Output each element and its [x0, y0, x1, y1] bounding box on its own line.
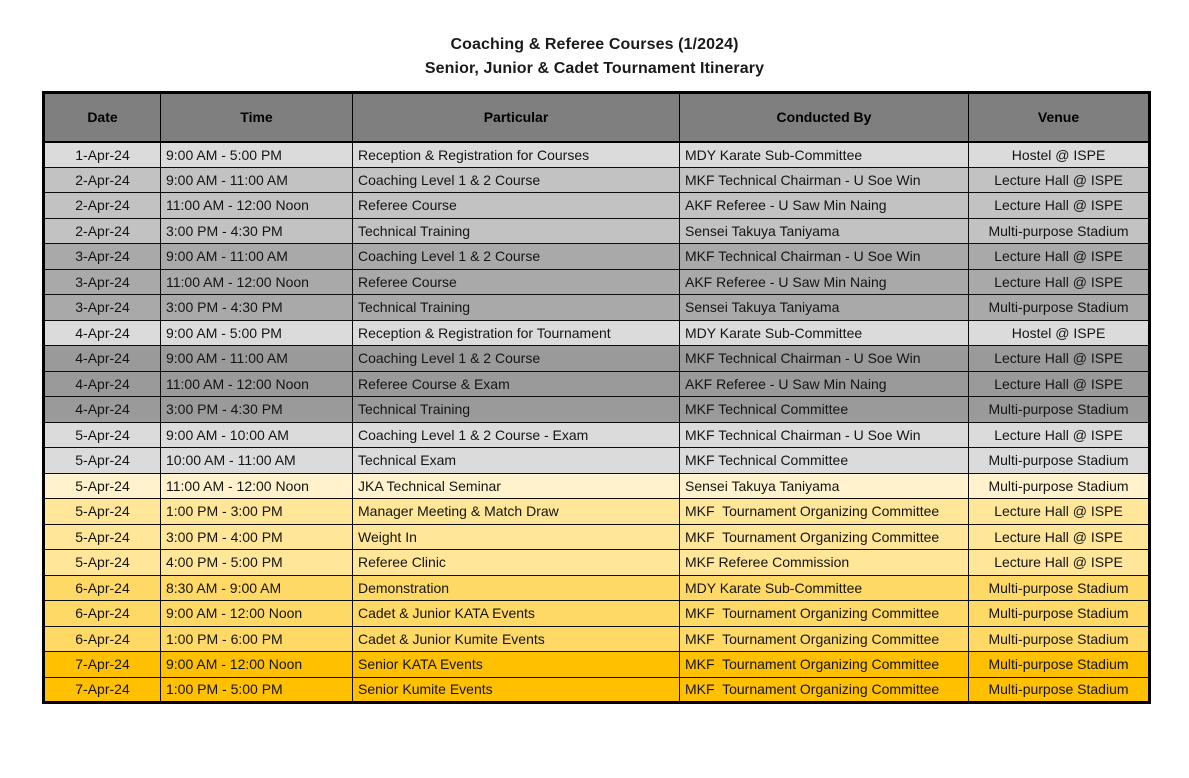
- cell-particular: Coaching Level 1 & 2 Course - Exam: [353, 422, 680, 448]
- cell-time: 8:30 AM - 9:00 AM: [161, 575, 353, 601]
- cell-conducted-by: MDY Karate Sub-Committee: [680, 320, 969, 346]
- cell-particular: Cadet & Junior Kumite Events: [353, 626, 680, 652]
- cell-date: 1-Apr-24: [44, 142, 161, 168]
- cell-time: 9:00 AM - 11:00 AM: [161, 244, 353, 270]
- cell-conducted-by: MKF Technical Committee: [680, 448, 969, 474]
- column-header-time: Time: [161, 93, 353, 142]
- cell-venue: Lecture Hall @ ISPE: [969, 499, 1150, 525]
- cell-conducted-by: Sensei Takuya Taniyama: [680, 473, 969, 499]
- cell-conducted-by: MDY Karate Sub-Committee: [680, 575, 969, 601]
- table-row: [44, 320, 1150, 346]
- cell-conducted-by: MKF Tournament Organizing Committee: [680, 499, 969, 525]
- cell-time: 4:00 PM - 5:00 PM: [161, 550, 353, 576]
- cell-time: 1:00 PM - 3:00 PM: [161, 499, 353, 525]
- document-header: [0, 0, 1189, 81]
- cell-date: 4-Apr-24: [44, 346, 161, 372]
- table-row: [44, 499, 1150, 525]
- cell-date: 6-Apr-24: [44, 601, 161, 627]
- cell-time: 11:00 AM - 12:00 Noon: [161, 473, 353, 499]
- cell-conducted-by: MKF Tournament Organizing Committee: [680, 524, 969, 550]
- cell-venue: Lecture Hall @ ISPE: [969, 550, 1150, 576]
- cell-conducted-by: Sensei Takuya Taniyama: [680, 218, 969, 244]
- table-row: [44, 575, 1150, 601]
- table-row: [44, 601, 1150, 627]
- cell-time: 11:00 AM - 12:00 Noon: [161, 269, 353, 295]
- table-row: [44, 244, 1150, 270]
- table-row: [44, 295, 1150, 321]
- cell-venue: Multi-purpose Stadium: [969, 448, 1150, 474]
- header-row: [44, 93, 1150, 142]
- cell-time: 10:00 AM - 11:00 AM: [161, 448, 353, 474]
- cell-time: 9:00 AM - 10:00 AM: [161, 422, 353, 448]
- cell-venue: Lecture Hall @ ISPE: [969, 167, 1150, 193]
- cell-particular: JKA Technical Seminar: [353, 473, 680, 499]
- cell-particular: Coaching Level 1 & 2 Course: [353, 244, 680, 270]
- cell-conducted-by: MKF Tournament Organizing Committee: [680, 677, 969, 703]
- column-header-particular: Particular: [353, 93, 680, 142]
- cell-venue: Multi-purpose Stadium: [969, 218, 1150, 244]
- cell-venue: Multi-purpose Stadium: [969, 575, 1150, 601]
- cell-particular: Referee Course & Exam: [353, 371, 680, 397]
- cell-date: 5-Apr-24: [44, 524, 161, 550]
- cell-particular: Cadet & Junior KATA Events: [353, 601, 680, 627]
- table-row: [44, 524, 1150, 550]
- page-title: Coaching & Referee Courses (1/2024): [450, 36, 739, 53]
- cell-conducted-by: MKF Technical Chairman - U Soe Win: [680, 167, 969, 193]
- cell-date: 6-Apr-24: [44, 626, 161, 652]
- cell-time: 3:00 PM - 4:30 PM: [161, 397, 353, 423]
- cell-conducted-by: MKF Tournament Organizing Committee: [680, 652, 969, 678]
- cell-date: 3-Apr-24: [44, 269, 161, 295]
- cell-venue: Hostel @ ISPE: [969, 320, 1150, 346]
- cell-particular: Manager Meeting & Match Draw: [353, 499, 680, 525]
- cell-date: 5-Apr-24: [44, 550, 161, 576]
- cell-date: 5-Apr-24: [44, 422, 161, 448]
- cell-conducted-by: Sensei Takuya Taniyama: [680, 295, 969, 321]
- table-row: [44, 473, 1150, 499]
- cell-conducted-by: MKF Tournament Organizing Committee: [680, 626, 969, 652]
- cell-particular: Technical Training: [353, 218, 680, 244]
- cell-conducted-by: AKF Referee - U Saw Min Naing: [680, 269, 969, 295]
- cell-date: 4-Apr-24: [44, 397, 161, 423]
- cell-particular: Referee Course: [353, 193, 680, 219]
- table-row: [44, 677, 1150, 703]
- cell-particular: Technical Training: [353, 397, 680, 423]
- cell-conducted-by: MDY Karate Sub-Committee: [680, 142, 969, 168]
- table-row: [44, 448, 1150, 474]
- cell-time: 9:00 AM - 12:00 Noon: [161, 601, 353, 627]
- cell-venue: Multi-purpose Stadium: [969, 626, 1150, 652]
- cell-particular: Weight In: [353, 524, 680, 550]
- cell-venue: Multi-purpose Stadium: [969, 473, 1150, 499]
- cell-conducted-by: MKF Referee Commission: [680, 550, 969, 576]
- table-body: [44, 142, 1150, 703]
- cell-particular: Referee Course: [353, 269, 680, 295]
- table-row: [44, 193, 1150, 219]
- column-header-venue: Venue: [969, 93, 1150, 142]
- cell-time: 9:00 AM - 11:00 AM: [161, 346, 353, 372]
- table-row: [44, 397, 1150, 423]
- cell-particular: Technical Exam: [353, 448, 680, 474]
- cell-conducted-by: MKF Technical Committee: [680, 397, 969, 423]
- cell-particular: Technical Training: [353, 295, 680, 321]
- cell-date: 5-Apr-24: [44, 499, 161, 525]
- cell-venue: Lecture Hall @ ISPE: [969, 244, 1150, 270]
- cell-date: 4-Apr-24: [44, 371, 161, 397]
- cell-venue: Multi-purpose Stadium: [969, 601, 1150, 627]
- cell-particular: Coaching Level 1 & 2 Course: [353, 167, 680, 193]
- cell-time: 11:00 AM - 12:00 Noon: [161, 193, 353, 219]
- cell-time: 11:00 AM - 12:00 Noon: [161, 371, 353, 397]
- cell-date: 7-Apr-24: [44, 652, 161, 678]
- cell-conducted-by: AKF Referee - U Saw Min Naing: [680, 193, 969, 219]
- table-row: [44, 167, 1150, 193]
- cell-date: 3-Apr-24: [44, 244, 161, 270]
- cell-date: 2-Apr-24: [44, 167, 161, 193]
- cell-date: 6-Apr-24: [44, 575, 161, 601]
- cell-conducted-by: MKF Tournament Organizing Committee: [680, 601, 969, 627]
- cell-particular: Demonstration: [353, 575, 680, 601]
- cell-date: 3-Apr-24: [44, 295, 161, 321]
- cell-time: 1:00 PM - 5:00 PM: [161, 677, 353, 703]
- table-row: [44, 142, 1150, 168]
- cell-conducted-by: MKF Technical Chairman - U Soe Win: [680, 422, 969, 448]
- cell-date: 2-Apr-24: [44, 218, 161, 244]
- cell-venue: Multi-purpose Stadium: [969, 677, 1150, 703]
- cell-time: 9:00 AM - 5:00 PM: [161, 142, 353, 168]
- table-row: [44, 218, 1150, 244]
- cell-venue: Lecture Hall @ ISPE: [969, 371, 1150, 397]
- cell-particular: Senior KATA Events: [353, 652, 680, 678]
- cell-particular: Referee Clinic: [353, 550, 680, 576]
- table-row: [44, 371, 1150, 397]
- cell-time: 9:00 AM - 5:00 PM: [161, 320, 353, 346]
- cell-time: 9:00 AM - 11:00 AM: [161, 167, 353, 193]
- table-row: [44, 652, 1150, 678]
- cell-time: 1:00 PM - 6:00 PM: [161, 626, 353, 652]
- cell-conducted-by: MKF Technical Chairman - U Soe Win: [680, 346, 969, 372]
- table-row: [44, 269, 1150, 295]
- cell-time: 3:00 PM - 4:00 PM: [161, 524, 353, 550]
- table-row: [44, 626, 1150, 652]
- cell-time: 3:00 PM - 4:30 PM: [161, 295, 353, 321]
- itinerary-table: [42, 91, 1151, 704]
- cell-venue: Multi-purpose Stadium: [969, 652, 1150, 678]
- cell-date: 5-Apr-24: [44, 473, 161, 499]
- cell-venue: Multi-purpose Stadium: [969, 295, 1150, 321]
- cell-venue: Lecture Hall @ ISPE: [969, 524, 1150, 550]
- cell-date: 7-Apr-24: [44, 677, 161, 703]
- cell-venue: Lecture Hall @ ISPE: [969, 269, 1150, 295]
- cell-date: 2-Apr-24: [44, 193, 161, 219]
- cell-conducted-by: AKF Referee - U Saw Min Naing: [680, 371, 969, 397]
- cell-time: 3:00 PM - 4:30 PM: [161, 218, 353, 244]
- cell-time: 9:00 AM - 12:00 Noon: [161, 652, 353, 678]
- cell-particular: Coaching Level 1 & 2 Course: [353, 346, 680, 372]
- cell-venue: Lecture Hall @ ISPE: [969, 346, 1150, 372]
- cell-date: 5-Apr-24: [44, 448, 161, 474]
- cell-particular: Reception & Registration for Courses: [353, 142, 680, 168]
- column-header-date: Date: [44, 93, 161, 142]
- cell-conducted-by: MKF Technical Chairman - U Soe Win: [680, 244, 969, 270]
- column-header-conducted-by: Conducted By: [680, 93, 969, 142]
- table-row: [44, 422, 1150, 448]
- table-row: [44, 550, 1150, 576]
- cell-venue: Lecture Hall @ ISPE: [969, 422, 1150, 448]
- table-row: [44, 346, 1150, 372]
- page-subtitle: Senior, Junior & Cadet Tournament Itinerary: [424, 60, 765, 77]
- cell-venue: Lecture Hall @ ISPE: [969, 193, 1150, 219]
- cell-particular: Senior Kumite Events: [353, 677, 680, 703]
- cell-venue: Multi-purpose Stadium: [969, 397, 1150, 423]
- cell-date: 4-Apr-24: [44, 320, 161, 346]
- cell-venue: Hostel @ ISPE: [969, 142, 1150, 168]
- cell-particular: Reception & Registration for Tournament: [353, 320, 680, 346]
